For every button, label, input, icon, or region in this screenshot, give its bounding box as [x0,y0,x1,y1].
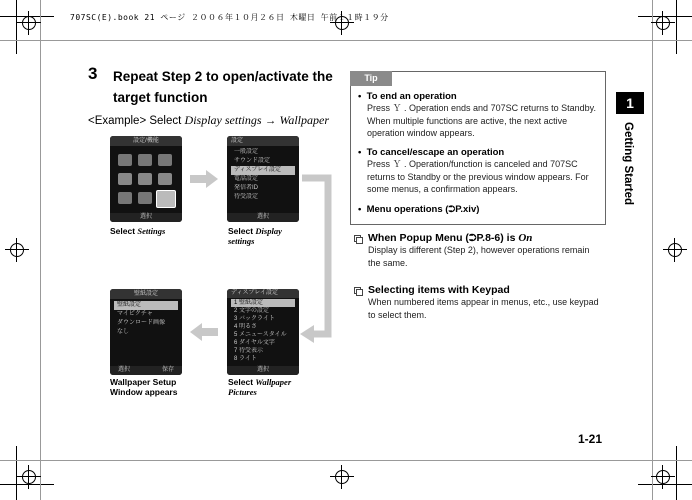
screenshot-display-settings [227,289,299,375]
registration-mark-icon [17,465,41,489]
page-number: 1-21 [578,432,603,446]
step-title [113,66,353,108]
menu-icon [138,154,152,166]
caption-line: Wallpaper Setup [110,377,177,387]
page-ref[interactable]: P.8-6 [476,232,501,244]
menu-icon [118,154,132,166]
trim-line [40,0,41,500]
chapter-name [622,122,692,206]
note-icon [354,235,363,244]
example-line [88,113,329,128]
caption-wallpaper-pictures [228,377,300,397]
caption-display-settings [228,226,298,246]
note-text: When numbered items appear in menus, etc., use keypad to select them. [368,297,599,320]
trim-line [0,460,692,461]
screen-title: ディスプレイ設定 [227,289,299,298]
registration-mark-icon [5,238,29,262]
tip-item-text: Press Ｙ . Operation/function is canceled and 707SC returns to Standby or the previous window appears. For some menus, a confirmation appears. [367,159,589,194]
menu-row: 3 バックライト [234,316,275,322]
menu-icon [118,192,132,204]
menu-row: 発信者ID [234,185,259,191]
menu-row: 電話設定 [234,176,259,182]
tip-item-head: • To cancel/escape an operation [358,147,505,158]
caption-line: Window appears [110,387,178,397]
page-ref-icon: ⮊ [468,233,477,244]
tip-item [358,147,602,196]
screen-softkey: 選択 [118,367,131,373]
flow-arrow-right [190,170,218,188]
crop-mark [676,446,677,500]
flow-arrow-down [300,168,340,348]
registration-mark-icon [17,11,41,35]
chapter-name-text: Getting Started [622,122,634,206]
note-text: Display is different (Step 2), however operations remain the same. [368,245,590,268]
caption-italic: Wallpaper Pictures [228,377,292,397]
page-ref-icon: ⮊ [448,204,456,214]
example-prefix: <Example> Select [88,115,185,127]
trim-line [652,0,653,500]
flow-arrow-left [190,323,218,341]
note-icon [354,287,363,296]
menu-row: マイピクチャ [117,311,153,317]
menu-icon [118,173,132,185]
screenshot-settings-list [227,136,299,222]
book-header: 707SC(E).book 21 ページ ２００６年１０月２６日 木曜日 午前１１時１９分 [70,13,389,22]
menu-row: 6 ダイヤル文字 [234,340,275,346]
note-keypad [368,284,604,322]
example-item: Wallpaper [279,113,329,127]
example-arrow: → [264,115,277,127]
caption-prefix: Select [110,226,138,236]
menu-icon [158,154,172,166]
registration-mark-icon [651,465,675,489]
menu-row: 7 待受表示 [234,348,264,354]
example-item: Display settings [184,113,262,127]
menu-row: 8 ライト [234,356,257,362]
caption-settings [110,226,165,236]
page-ref[interactable]: P.xiv [455,204,477,215]
menu-row: ダウンロード画像 [117,320,166,326]
tip-item-text: Press Ｙ . Operation ends and 707SC returns to Standby. When multiple functions are active, the next active operation window appears. [367,103,596,138]
screen-softkey: 保存 [161,367,174,373]
screenshot-wallpaper-setup [110,289,182,375]
step-number: 3 [88,64,98,83]
crop-mark [676,0,677,54]
trim-line [0,40,692,41]
menu-row-selected: 壁紙設定 [114,301,178,310]
menu-row: 一般設定 [234,149,259,155]
menu-row-selected: 1 壁紙設定 [231,299,295,307]
note-head: Selecting items with Keypad [368,284,510,296]
caption-wallpaper-setup [110,377,177,397]
registration-mark-icon [330,465,354,489]
screen-title: 設定/機能 [110,136,182,146]
menu-row: 待受設定 [234,194,259,200]
caption-prefix: Select [228,377,256,387]
caption-prefix: Select [228,226,256,236]
screen-title: 設定 [227,136,299,146]
screen-softkeys [110,366,182,375]
menu-icon [158,173,172,185]
note-head: When Popup Menu (⮊P.8-6) is On [368,232,533,244]
menu-row: なし [117,329,130,335]
menu-row: 2 文字の設定 [234,308,270,314]
menu-row: サウンド設定 [234,158,271,164]
tip-item-head: • To end an operation [358,91,457,102]
tip-item [358,91,602,140]
tip-label: Tip [350,71,392,86]
caption-italic: Settings [137,226,166,236]
screen-softkey: 選択 [110,213,182,222]
step-title-line: target function [113,90,208,105]
registration-mark-icon [663,238,687,262]
menu-icon-selected [156,190,176,208]
registration-mark-icon [651,11,675,35]
menu-row: 5 メニュースタイル [234,332,287,338]
menu-icon-grid [116,152,176,208]
step-title-line: Repeat Step 2 to open/activate the [113,69,333,84]
screen-softkey: 選択 [227,366,299,375]
screenshot-main-menu [110,136,182,222]
chapter-tab: 1 [616,92,644,114]
menu-row: 4 明るさ [234,324,258,330]
menu-icon [138,173,152,185]
caption-italic: Display settings [228,226,282,246]
note-popup-menu [368,232,604,270]
menu-icon [138,192,152,204]
menu-row-selected: ディスプレイ設定 [231,166,295,175]
screen-softkey: 選択 [227,213,299,222]
tip-item-head: • Menu operations (⮊P.xiv) [358,204,480,215]
tip-item [358,204,602,215]
screen-title: 壁紙設定 [110,289,182,299]
